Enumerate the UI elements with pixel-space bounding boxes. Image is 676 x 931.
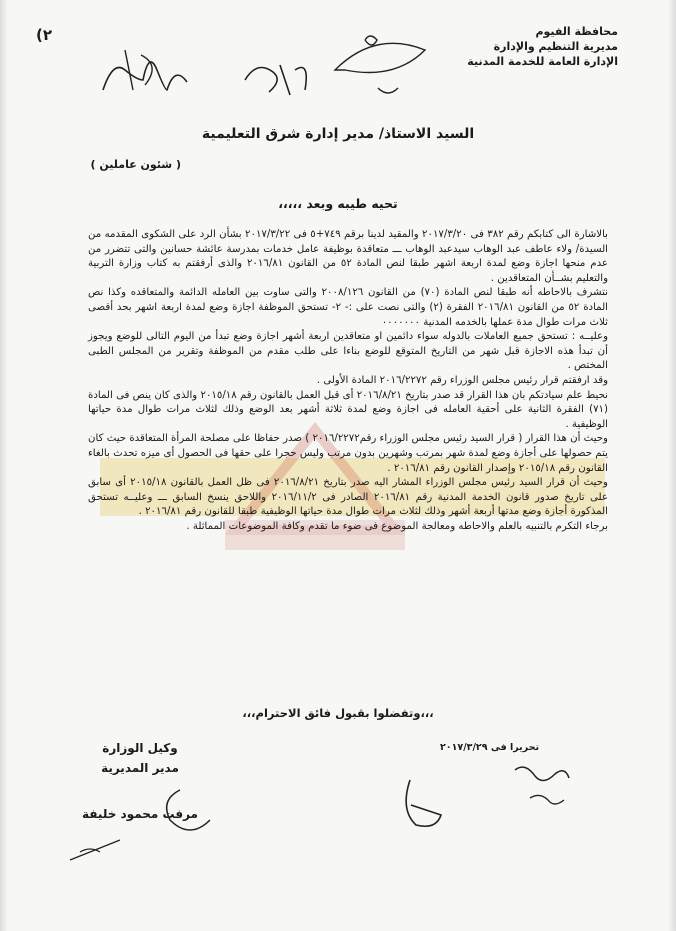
paragraph: بالاشارة الى كتابكم رقم ٣٨٢ فى ٢٠١٧/٣/٢٠ والمقيد لدينا برقم ٧٤٩+٥ فى ٢٠١٧/٣/٢٢ بشأن الرد على الشكوى المقدمه من السيدة/ ولاء عاطف عبد الوهاب سيدعبد الوهاب ـــ متعاقدة بوظيفة عامل خدمات بمدرسة عائشة حسانين والتى تتضرر من عدم منحها اجازة وضع لمدة اربعة اشهر طبقا لنص المادة ٥٢ من القانون ٢٠١٦/٨١ والذى أرفقتم به كتاب وزارة التربية والتعليم بشــأن المتعاقدين . [88,229,609,284]
letterhead-department: الإدارة العامة للخدمة المدنية [467,55,618,68]
paragraph: وحيث أن هذا القرار ( قرار السيد رئيس مجلس الوزراء رقم٢٠١٦/٢٢٧٢ ) صدر حفاظا على مصلحة المرأة المتعاقدة حيث كان يتم حصولها على أجازة وضع لمدة شهر بمرتب وشهرين بدون مرتب وليس حجرا على حقها فى الحصول أى ميزه تحدث بالغاء القانون رقم ٢٠١٥/١٨ وإصدار القانون رقم ٢٠١٦/٨١ . [88,433,608,474]
recipient-line: السيد الاستاذ/ مدير إدارة شرق التعليمية [201,126,475,142]
paragraph: وقد ارفقتم قرار رئيس مجلس الوزراء رقم ٢٠١٦/٢٢٧٢ المادة الأولى . [316,374,608,386]
letterhead [467,24,618,69]
closing-line: ،،،وتفضلوا بقبول فائق الاحترام،،، [242,706,434,720]
date-line: تحريرا فى ٢٠١٧/٣/٢٩ [440,742,540,753]
paragraph: نحيط علم سيادتكم بان هذا القرار قد صدر بتاريخ ٢٠١٦/٨/٢١ أى قبل العمل بالقانون رقم ٢٠١٥/١٨ والذى كان ينص فى المادة (٧١) الفقرة الثانية على أحقية العامله فى اجازة وضع لمدة ثلاثة أشهر بعد الوضع وذلك لثلاث مرات طوال مدة حياتها الوظيفية . [88,389,608,430]
paragraph: برجاء التكرم بالتنبيه بالعلم والاحاطه ومعالجة الموضوع فى ضوء ما تقدم وكافة الموضوعات المماثلة . [186,520,608,532]
handwritten-annotations-top [95,30,425,110]
letterhead-governorate: محافظة الفيوم [535,25,618,38]
signature-name: مرفت محمود خليفة [82,807,198,821]
letterhead-directorate: مديرية التنظيم والإدارة [493,40,618,53]
letter-body [88,228,608,534]
signature-title-director: مدير المديرية [101,761,179,775]
paragraph: وعليــه : تستحق جميع العاملات بالدوله سواء دائمين او متعاقدين اربعة أشهر اجازة وضع تبدأ من اليوم التالى للوضع ويجوز أن تبدأ هذه الاجازة قبل شهر من التاريخ المتوقع للوضع بناءا على طلب مقدم من الموظفة وتقرير من المجلس الطبى المختص . [88,331,608,372]
page-number: (٢ [36,26,53,44]
handwritten-signatures-bottom [60,760,620,880]
paragraph: وحيث أن قرار السيد رئيس مجلس الوزراء المشار اليه صدر بتاريخ ٢٠١٦/٨/٢١ فى ظل العمل بالقانون ٢٠١٥/١٨ أى سابق على تاريخ صدور قانون الخدمة المدنية رقم ٢٠١٦/٨١ الصادر فى ٢٠١٦/١١/٢ واللاحق ينسخ السابق ـــ وعليــه تستحق المذكورة أجازة وضع مدتها أربعة أشهر وذلك لثلاث مرات طوال مدة حياتها الوظيفية طبقا للقانون رقم ٢٠١٦/٨١ . [88,477,609,518]
paragraph: نتشرف بالاحاطه أنه طبقا لنص المادة (٧٠) من القانون ٢٠٠٨/١٢٦ والتى ساوت بين العامله الدائمة والمتعاقده وكذا نص المادة ٥٢ من القانون ٢٠١٦/٨١ الفقرة (٢) والتى نصت على :- ٢- تستحق الموظفة اجازة وضع لمدة اربعة اشهر بحد أقصى ثلاث مرات طوال مدة عملها بالخدمه المدنية ٠٠٠٠٠٠٠ [88,287,609,328]
signature-title-deputy: وكيل الوزارة [102,741,178,755]
greeting: تحيه طيبه وبعد ،،،،، [278,196,398,211]
subject-line: ( شئون عاملين ) [90,158,181,171]
